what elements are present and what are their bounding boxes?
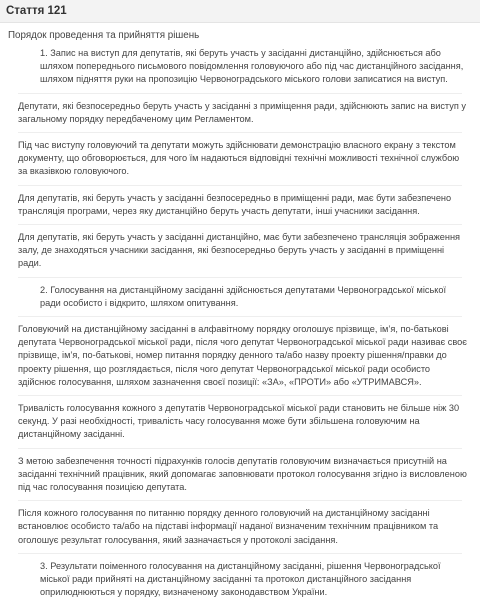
paragraph-8: Тривалість голосування кожного з депутатів Червоноградської міської ради становить не більше ніж 30 секунд. У разі необхідності, тривалість часу голосування може бути збільшена головуючим на дистанційному засіданні.: [18, 403, 460, 440]
divider: [18, 93, 462, 94]
divider: [18, 277, 462, 278]
paragraph-7: Головуючий на дистанційному засіданні в алфавітному порядку оголошує прізвище, ім’я, по-батькові депутата Червоноградської міської ради, після чого депутат Червоноградської міської ради називає своє прізвище, ім’я, по-батькові, номер питання порядку денного та/або назву проекту рішення/правки до проекту рішення, що розглядається, після чого депутат Червоноградської міської ради особисто здійснює голосування, шляхом зазначення своєї позиції: «ЗА», «ПРОТИ» або «УТРИМАВСЯ».: [18, 324, 467, 387]
paragraph-2: Депутати, які безпосередньо беруть участь у засіданні з приміщення ради, здійснюють запис на виступ у загальному порядку передбаченому цим Регламентом.: [18, 100, 466, 124]
article-title: Стаття 121: [0, 0, 480, 23]
paragraph-9: З метою забезпечення точності підрахунків голосів депутатів головуючим визначається присутній на засіданні технічний працівник, який допомагає заповнювати протокол голосування згідно із висловленою під час голосування позицією депутата.: [18, 455, 467, 493]
paragraph-5: Для депутатів, які беруть участь у засіданні дистанційно, має бути забезпечено трансляція зображення залу, де знаходяться учасники засідання, які безпосередньо беруть участь у засіданні в приміщенні ради.: [18, 232, 461, 269]
paragraph-6: 2. Голосування на дистанційному засіданні здійснюється депутатами Червоноградської міської ради особисто і відкрито, шляхом опитування.: [40, 284, 447, 308]
divider: [18, 185, 462, 186]
divider: [18, 224, 462, 225]
divider: [18, 395, 462, 396]
divider: [18, 553, 462, 554]
article-subtitle: Порядок проведення та прийняття рішень: [8, 30, 200, 41]
divider: [18, 448, 462, 449]
paragraph-4: Для депутатів, які беруть участь у засіданні безпосередньо в приміщенні ради, має бути забезпечено трансляція програми, через яку дистанційно беруть участь депутати, інші учасники засідання.: [18, 192, 452, 216]
divider: [18, 132, 462, 133]
paragraph-3: Під час виступу головуючий та депутати можуть здійснювати демонстрацію власного екрану з текстом документу, що обговорюється, для чого їм надаються відповідні технічні можливості технічної службою за вказівкою головуючого.: [18, 140, 460, 177]
divider: [18, 500, 462, 501]
paragraph-11: 3. Результати поіменного голосування на дистанційному засіданні, рішення Червоноградської міської ради прийняті на дистанційному засіданні та протокол дистанційного засідання оприлюднюються у порядку, визначеному законодавством України.: [40, 560, 441, 598]
paragraph-10: Після кожного голосування по питанню порядку денного головуючий на дистанційному засіданні встановлює особисто та/або на підставі інформації наданої визначеним технічним працівником та оголошує результат голосування, який зазначається у протоколі засідання.: [18, 508, 439, 545]
divider: [18, 316, 462, 317]
paragraph-1: 1. Запис на виступ для депутатів, які беруть участь у засіданні дистанційно, здійснюється або шляхом попереднього письмового повідомлення головуючого або під час дистанційного засідання, шляхом підняття руки на пропозицію Червоноградського міського голови записатися на виступ.: [40, 48, 464, 85]
